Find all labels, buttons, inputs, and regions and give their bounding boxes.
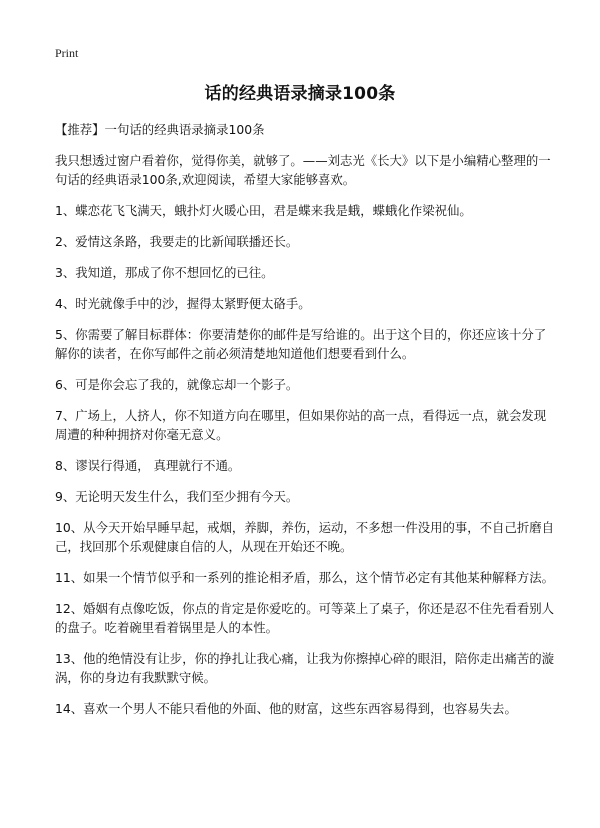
quote-item: 4、时光就像手中的沙，握得太紧野便太硌手。 (55, 296, 311, 311)
quote-item: 7、广场上，人挤人，你不知道方向在哪里，但如果你站的高一点，看得远一点，就会发现周遭的种种拥挤对你毫无意义。 (55, 408, 547, 442)
quote-item: 13、他的绝情没有让步，你的挣扎让我心痛，让我为你擦掉心碎的眼泪，陪你走出痛苦的漩涡，你的身边有我默默守候。 (55, 651, 555, 685)
quote-item: 2、爱情这条路，我要走的比新闻联播还长。 (55, 234, 299, 249)
recommend-line: 【推荐】一句话的经典语录摘录100条 (55, 122, 265, 137)
quote-item: 9、无论明天发生什么，我们至少拥有今天。 (55, 489, 299, 504)
quote-item: 6、可是你会忘了我的，就像忘却一个影子。 (55, 377, 299, 392)
quote-item: 14、喜欢一个男人不能只看他的外面、他的财富，这些东西容易得到，也容易失去。 (55, 701, 517, 716)
document-title: 话的经典语录摘录100条 (204, 84, 396, 104)
quote-item: 11、如果一个情节似乎和一系列的推论相矛盾，那么，这个情节必定有其他某种解释方法。 (55, 570, 555, 585)
quote-item: 10、从今天开始早睡早起，戒烟，养脚，养伤，运动，不多想一件没用的事，不自己折磨自己，找回那个乐观健康自信的人，从现在开始还不晚。 (55, 520, 555, 554)
quote-item: 12、婚姻有点像吃饭，你点的肯定是你爱吃的。可等菜上了桌子，你还是忍不住先看看别人的盘子。吃着碗里看着锅里是人的本性。 (55, 601, 555, 635)
quote-item: 8、谬误行得通， 真理就行不通。 (55, 458, 241, 473)
quote-item: 1、蝶恋花飞飞满天，蛾扑灯火暖心田，君是蝶来我是蛾，蝶蛾化作梁祝仙。 (55, 203, 472, 218)
document-body (55, 120, 555, 730)
print-link[interactable]: Print (55, 46, 79, 60)
quote-item: 3、我知道，那成了你不想回忆的已往。 (55, 265, 274, 280)
intro-paragraph: 我只想透过窗户看着你，觉得你美，就够了。——刘志光《长大》以下是小编精心整理的一句话的经典语录100条,欢迎阅读，希望大家能够喜欢。 (55, 153, 551, 187)
quote-item: 5、你需要了解目标群体：你要清楚你的邮件是写给谁的。出于这个目的，你还应该十分了解你的读者，在你写邮件之前必须清楚地知道他们想要看到什么。 (55, 327, 547, 361)
